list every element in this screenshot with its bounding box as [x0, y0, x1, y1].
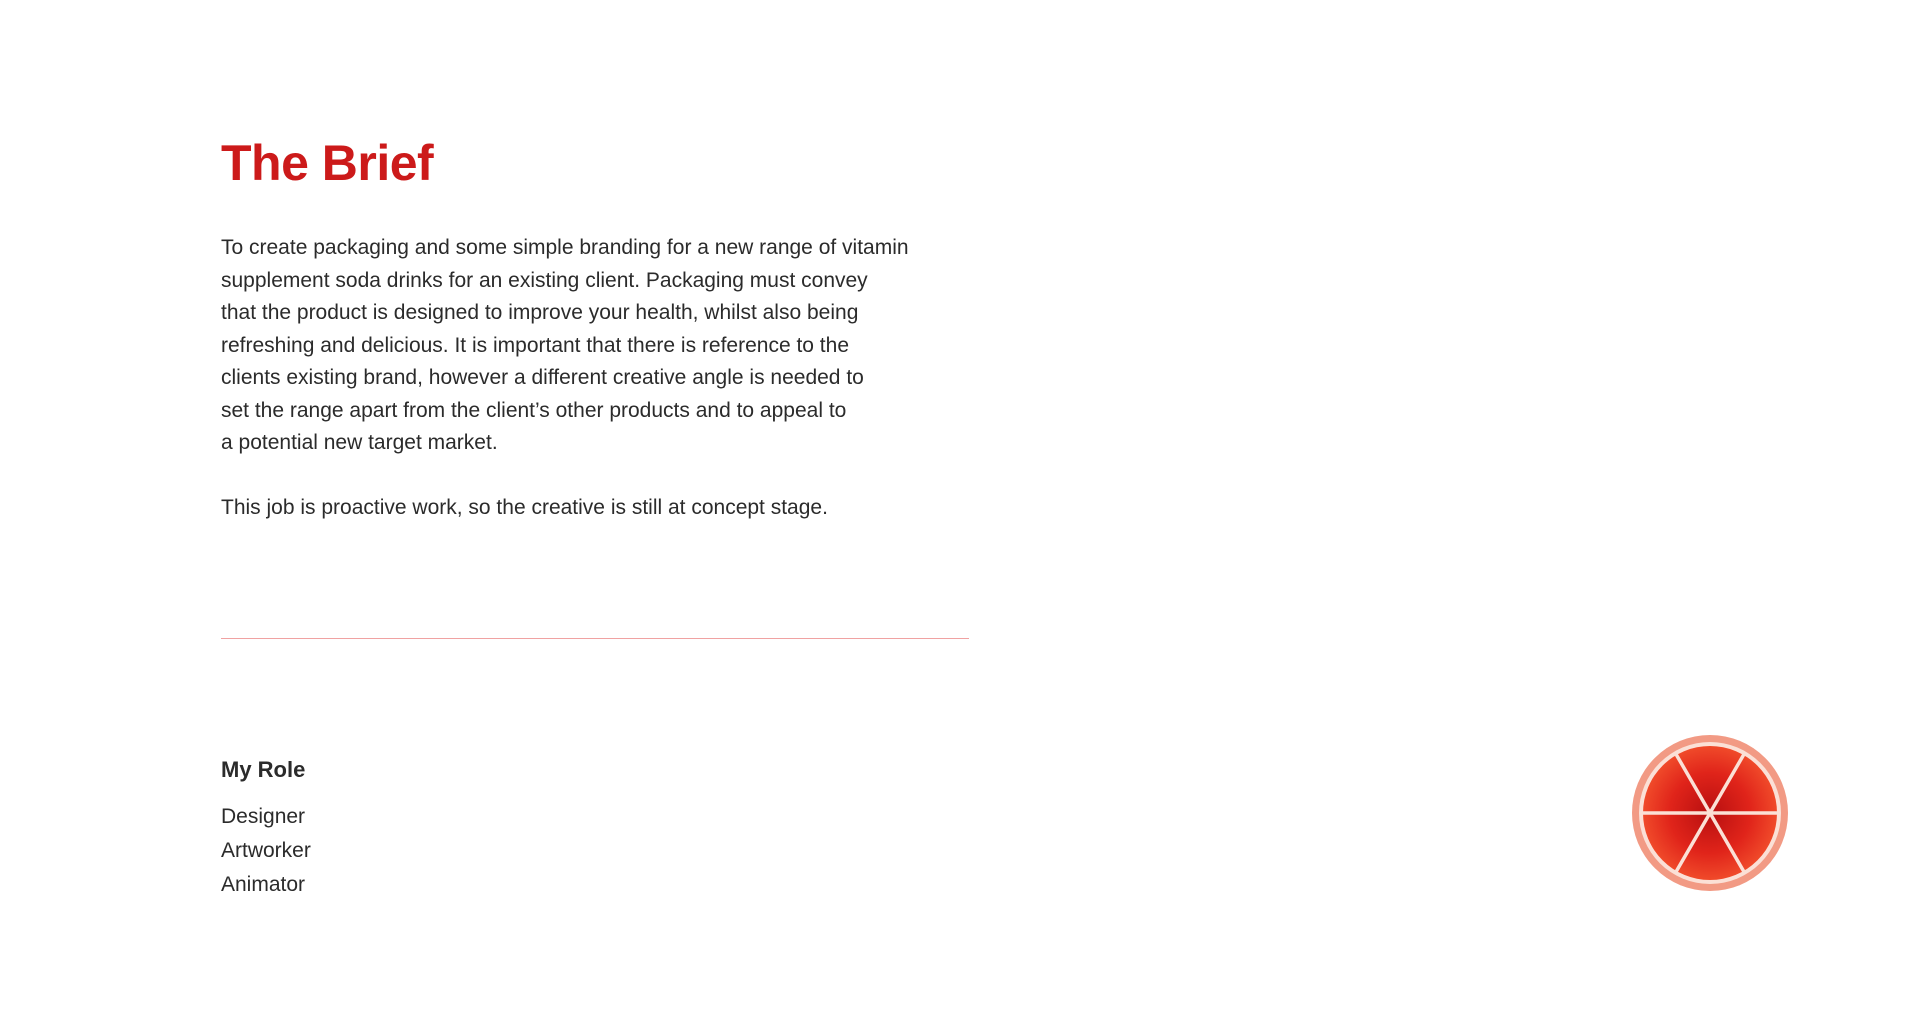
section-divider — [221, 638, 969, 639]
role-heading: My Role — [221, 757, 306, 782]
brief-description — [221, 232, 981, 525]
role-list — [221, 800, 311, 902]
brief-text-line: that the product is designed to improve your health, whilst also being — [221, 301, 859, 324]
role-item-designer: Designer — [221, 805, 306, 828]
brief-text-line: a potential new target market. — [221, 431, 498, 454]
paragraph-gap — [221, 460, 981, 493]
page-title: The Brief — [221, 135, 434, 191]
brief-text-line: supplement soda drinks for an existing client. Packaging must convey — [221, 268, 868, 292]
brief-concept-note: This job is proactive work, so the creative is still at concept stage. — [221, 496, 828, 519]
brief-text-line: clients existing brand, however a different creative angle is needed to — [221, 366, 864, 389]
brief-text-line: set the range apart from the client’s other products and to appeal to — [221, 398, 847, 422]
role-item-artworker: Artworker — [221, 839, 311, 862]
role-item-animator: Animator — [221, 873, 306, 896]
brief-text-line: refreshing and delicious. It is important that there is reference to the — [221, 333, 850, 357]
grapefruit-slice-icon — [1630, 733, 1790, 893]
brief-text-line: To create packaging and some simple branding for a new range of vitamin — [221, 236, 909, 259]
grapefruit-core — [1707, 810, 1713, 816]
